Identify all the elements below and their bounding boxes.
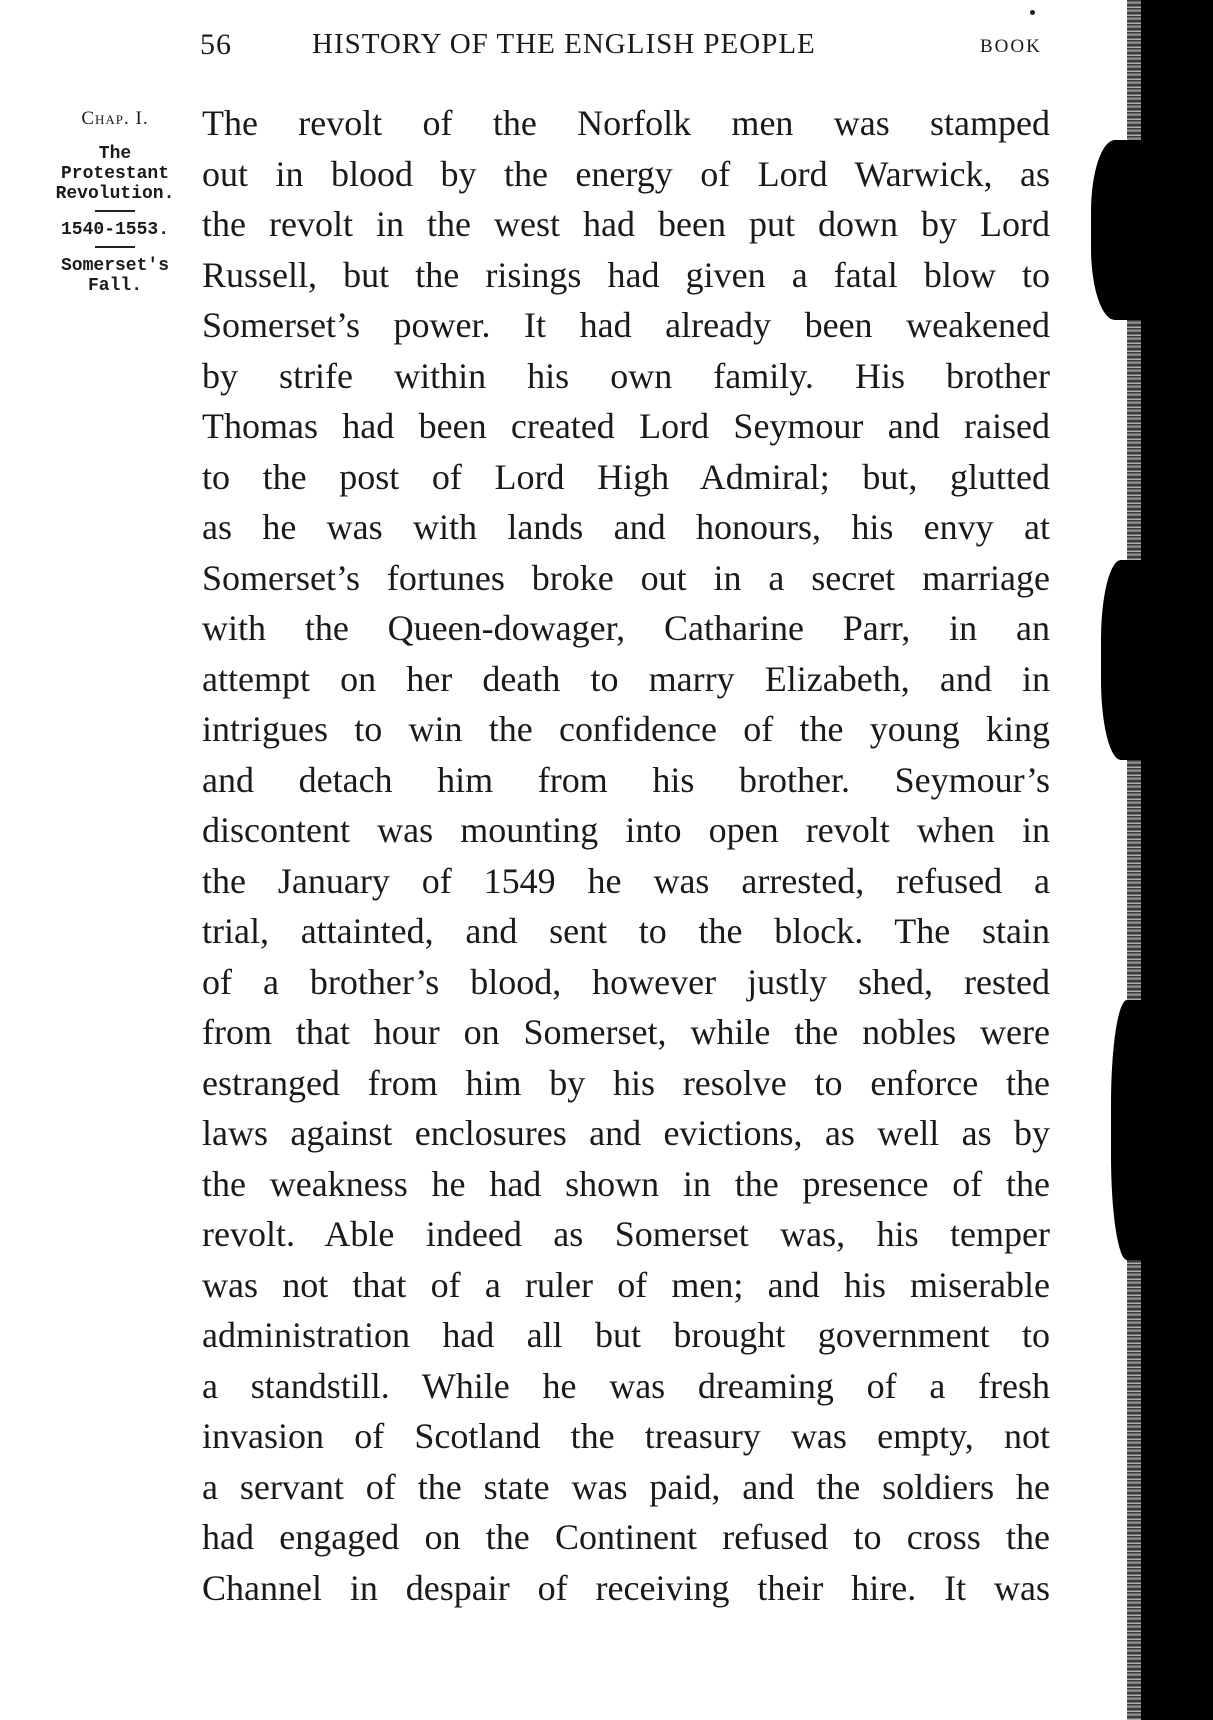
ink-dot (1030, 10, 1035, 15)
margin-note-topic (40, 256, 190, 296)
text-line: revolt. Able indeed as Somerset was, his temper (202, 1214, 1050, 1254)
text-line: of a brother’s blood, however justly shed, rested (202, 961, 1050, 1002)
text-line: as he was with lands and honours, his envy at (202, 507, 1050, 547)
text-line: invasion of Scotland the treasury was empty, not (202, 1416, 1050, 1456)
text-line: the January of 1549 he was arrested, refused a (202, 860, 1050, 901)
scanned-page-edge (1141, 0, 1213, 1720)
text-line: and detach him from his brother. Seymour’s (202, 759, 1050, 800)
margin-note-line: Protestant (60, 164, 170, 184)
chapter-label: Chap. I. (81, 108, 149, 129)
text-line: The revolt of the Norfolk men was stamped (202, 103, 1050, 143)
margin-notes (40, 108, 190, 296)
text-line: Russell, but the risings had given a fatal blow to (202, 254, 1050, 295)
text-line: laws against enclosures and evictions, as well as by (202, 1113, 1050, 1153)
text-line: estranged from him by his resolve to enforce the (202, 1062, 1050, 1103)
text-line: discontent was mounting into open revolt when in (202, 810, 1050, 850)
text-line: a standstill. While he was dreaming of a fresh (202, 1365, 1050, 1406)
body-text (202, 98, 1050, 1613)
text-line: attempt on her death to marry Elizabeth, and in (202, 658, 1050, 699)
text-line: was not that of a ruler of men; and his miserable (202, 1264, 1050, 1305)
page-header (200, 28, 1060, 68)
text-line: Channel in despair of receiving their hire. It was (202, 1567, 1050, 1608)
text-line: from that hour on Somerset, while the nobles were (202, 1012, 1050, 1052)
text-line: a servant of the state was paid, and the soldiers he (202, 1466, 1050, 1507)
text-line: with the Queen-dowager, Catharine Parr, in an (202, 608, 1050, 648)
text-line: out in blood by the energy of Lord Warwick, as (202, 153, 1050, 194)
margin-note-line: Fall. (87, 276, 142, 296)
margin-note-line: The (98, 144, 132, 164)
text-line: Thomas had been created Lord Seymour and raised (202, 406, 1050, 446)
margin-divider (95, 210, 135, 212)
text-line: trial, attainted, and sent to the block. The stain (202, 911, 1050, 951)
text-line: had engaged on the Continent refused to cross the (202, 1517, 1050, 1557)
margin-note-dates (40, 220, 190, 240)
text-line: by strife within his own family. His brother (202, 355, 1050, 396)
page-number: 56 (200, 28, 232, 61)
text-line: to the post of Lord High Admiral; but, glutted (202, 456, 1050, 497)
margin-note-line: Revolution. (55, 184, 175, 204)
text-line: the weakness he had shown in the presence of the (202, 1163, 1050, 1204)
margin-note-section (40, 144, 190, 204)
text-line: the revolt in the west had been put down by Lord (202, 204, 1050, 244)
book-label: BOOK (980, 36, 1042, 57)
text-line: intrigues to win the confidence of the young king (202, 709, 1050, 749)
text-line: Somerset’s fortunes broke out in a secret marriage (202, 557, 1050, 598)
margin-note-line: Somerset's (60, 256, 170, 276)
margin-note-line: 1540-1553. (60, 220, 170, 240)
text-line: administration had all but brought government to (202, 1315, 1050, 1355)
running-title: HISTORY OF THE ENGLISH PEOPLE (312, 28, 816, 60)
margin-divider (95, 246, 135, 248)
text-line: Somerset’s power. It had already been weakened (202, 305, 1050, 345)
